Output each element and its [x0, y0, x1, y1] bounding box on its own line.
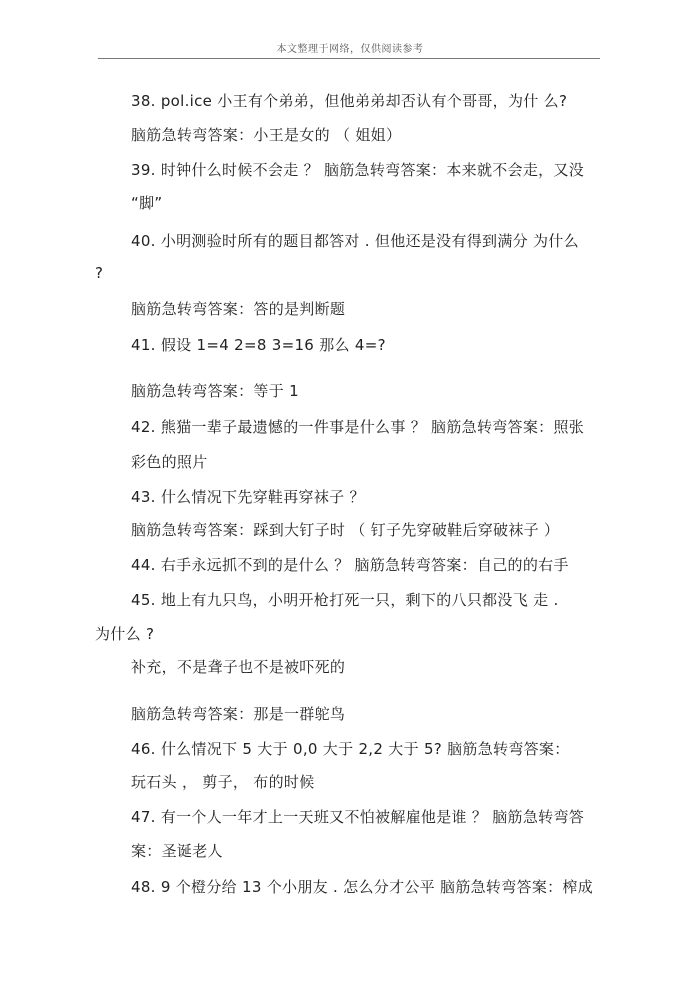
q41-question: 41. 假设 1=4 2=8 3=16 那么 4=? [131, 336, 386, 354]
q38-question: 38. pol.ice 小王有个弟弟，但他弟弟却否认有个哥哥，为什 么? [131, 92, 568, 110]
q45-answer: 脑筋急转弯答案：那是一群鸵鸟 [131, 705, 346, 723]
q44-question: 44. 右手永远抓不到的是什么 ？ 脑筋急转弯答案：自己的的右手 [131, 556, 569, 574]
q39-continuation: “脚” [131, 194, 163, 212]
q40-continuation: ? [95, 264, 104, 282]
q38-answer: 脑筋急转弯答案：小王是女的 （ 姐姐） [131, 126, 402, 144]
q39-question: 39. 时钟什么时候不会走 ？ 脑筋急转弯答案：本来就不会走，又没 [131, 161, 585, 179]
q45-question: 45. 地上有九只鸟，小明开枪打死一只，剩下的八只都没飞 走 . [131, 591, 559, 609]
q40-question: 40. 小明测验时所有的题目都答对 . 但他还是没有得到满分 为什么 [131, 232, 579, 250]
q46-question: 46. 什么情况下 5 大于 0,0 大于 2,2 大于 5? 脑筋急转弯答案： [131, 740, 570, 758]
q43-answer: 脑筋急转弯答案：踩到大钉子时 （ 钉子先穿破鞋后穿破袜子 ） [131, 521, 560, 539]
q42-question: 42. 熊猫一辈子最遗憾的一件事是什么事 ？ 脑筋急转弯答案：照张 [131, 418, 585, 436]
header-rule [98, 58, 600, 59]
q43-question: 43. 什么情况下先穿鞋再穿袜子 ？ [131, 488, 365, 506]
q47-question: 47. 有一个人一年才上一天班又不怕被解雇他是谁 ？ 脑筋急转弯答 [131, 808, 585, 826]
q46-continuation: 玩石头 ， 剪子， 布的时候 [131, 773, 315, 791]
q42-continuation: 彩色的照片 [131, 453, 208, 471]
q40-answer: 脑筋急转弯答案：答的是判断题 [131, 300, 346, 318]
q48-question: 48. 9 个橙分给 13 个小朋友 . 怎么分才公平 脑筋急转弯答案：榨成 [131, 878, 594, 896]
page-header: 本文整理于网络，仅供阅读参考 [276, 44, 424, 55]
q45-supplement: 补充，不是聋子也不是被吓死的 [131, 658, 346, 676]
q45-continuation: 为什么 ? [95, 625, 155, 643]
q47-continuation: 案：圣诞老人 [131, 842, 223, 860]
q41-answer: 脑筋急转弯答案：等于 1 [131, 382, 299, 400]
